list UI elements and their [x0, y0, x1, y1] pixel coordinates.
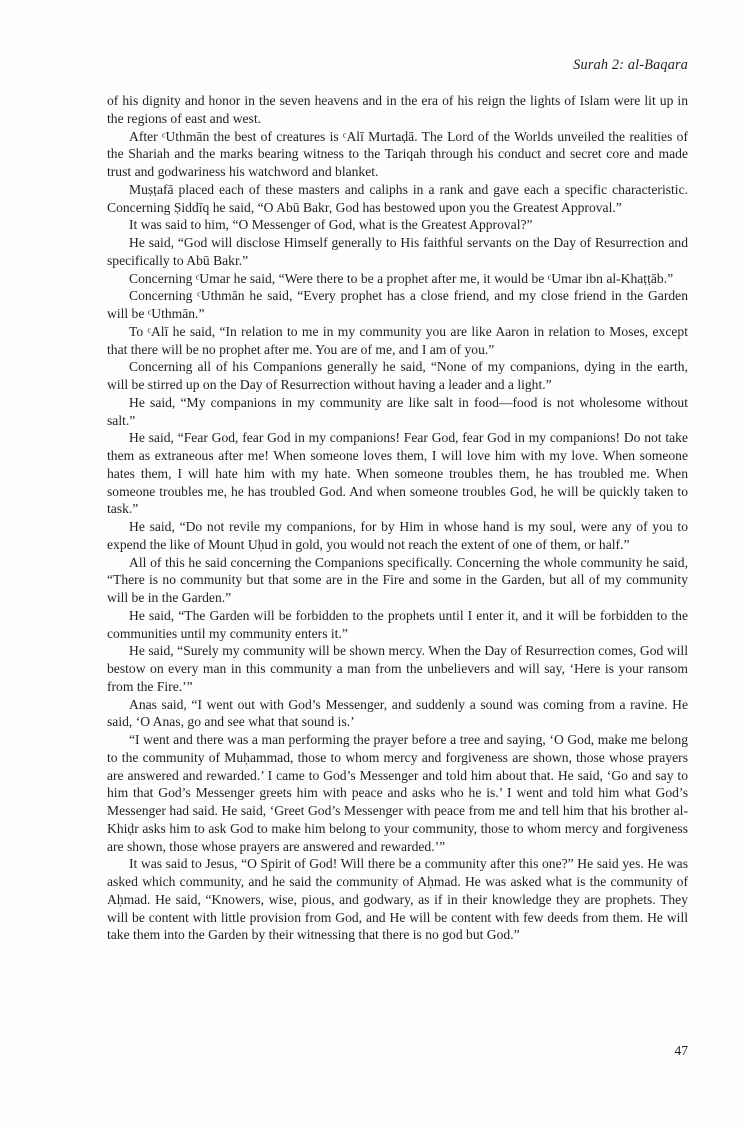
- page-body: [107, 92, 688, 944]
- paragraph: He said, “God will disclose Himself generally to His faithful servants on the Day of Resurrection and specifically to Abū Bakr.”: [107, 235, 688, 268]
- paragraph: He said, “Do not revile my companions, for by Him in whose hand is my soul, were any of you to expend the like of Mount Uḥud in gold, you would not reach the extent of one of them, or half.”: [107, 519, 688, 552]
- paragraph: Concerning all of his Companions generally he said, “None of my companions, dying in the earth, will be stirred up on the Day of Resurrection without having a leader and a light.”: [107, 359, 688, 392]
- paragraph: Anas said, “I went out with God’s Messenger, and suddenly a sound was coming from a ravine. He said, ‘O Anas, go and see what that sound is.’: [107, 696, 688, 730]
- paragraph: He said, “The Garden will be forbidden to the prophets until I enter it, and it will be forbidden to the communities until my community enters it.”: [107, 607, 688, 641]
- paragraph: He said, “Fear God, fear God in my companions! Fear God, fear God in my companions! Do not take them as extraneous after me! When someone loves them, I will love him with my love. When someone hates them, I will hate him with my hate. When someone troubles them, he has troubled me. When someone troubles me, he has troubled God. And when someone troubles God, he will be quickly taken to task.”: [107, 430, 688, 517]
- paragraph: It was said to Jesus, “O Spirit of God! Will there be a community after this one?” He said yes. He was asked which community, and he said the community of Aḥmad. He was asked what is the community of Aḥmad. He said, “Knowers, wise, pious, and godwary, as if in their knowledge they are prophets. They will be content with little provision from God, and He will be content with few deeds from them. He will take them into the Garden by their witnessing that there is no god but God.”: [107, 856, 688, 943]
- paragraph: To ᶜAlī he said, “In relation to me in my community you are like Aaron in relation to Moses, except that there will be no prophet after me. You are of me, and I am of you.”: [107, 323, 688, 357]
- paragraph: Concerning ᶜUthmān he said, “Every prophet has a close friend, and my close friend in the Garden will be ᶜUthmān.”: [107, 288, 688, 321]
- paragraph: All of this he said concerning the Companions specifically. Concerning the whole community he said, “There is no community but that some are in the Fire and some in the Garden, but all of my community will be in the Garden.”: [107, 554, 688, 605]
- page-number: 47: [674, 1043, 688, 1058]
- paragraph: Concerning ᶜUmar he said, “Were there to be a prophet after me, it would be ᶜUmar ibn al-Khaṭṭāb.”: [129, 270, 674, 286]
- paragraph: Muṣṭafā placed each of these masters and caliphs in a rank and gave each a specific characteristic. Concerning Ṣiddīq he said, “O Abū Bakr, God has bestowed upon you the Greatest Approval.”: [107, 181, 688, 215]
- running-header: Surah 2: al-Baqara: [573, 57, 688, 73]
- paragraph: He said, “My companions in my community are like salt in food—food is not wholesome without salt.”: [107, 394, 688, 428]
- paragraph: After ᶜUthmān the best of creatures is ᶜAlī Murtaḍā. The Lord of the Worlds unveiled the realities of the Shariah and the marks bearing witness to the Tariqah through his conduct and secret core and made trust and godwariness his watchword and blanket.: [107, 128, 688, 179]
- paragraph: “I went and there was a man performing the prayer before a tree and saying, ‘O God, make me belong to the community of Muḥammad, those to whom mercy and forgiveness are shown, those whose prayers are answered and rewarded.’ I came to God’s Messenger and told him about that. He said, ‘Go and say to him that God’s Messenger greets him with peace and asks who he is.’ I went and told him what God’s Messenger had said. He said, ‘Greet God’s Messenger with peace from me and tell him that his brother al-Khiḍr asks him to ask God to make him belong to your community, those to whom mercy and forgiveness are shown, those whose prayers are answered and rewarded.’”: [107, 732, 688, 854]
- paragraph: He said, “Surely my community will be shown mercy. When the Day of Resurrection comes, God will bestow on every man in this community a man from the unbelievers and will say, ‘Here is your ransom from the Fire.’”: [107, 643, 688, 694]
- paragraph: It was said to him, “O Messenger of God, what is the Greatest Approval?”: [129, 217, 533, 233]
- paragraph: of his dignity and honor in the seven heavens and in the era of his reign the lights of Islam were lit up in the regions of east and west.: [107, 93, 688, 126]
